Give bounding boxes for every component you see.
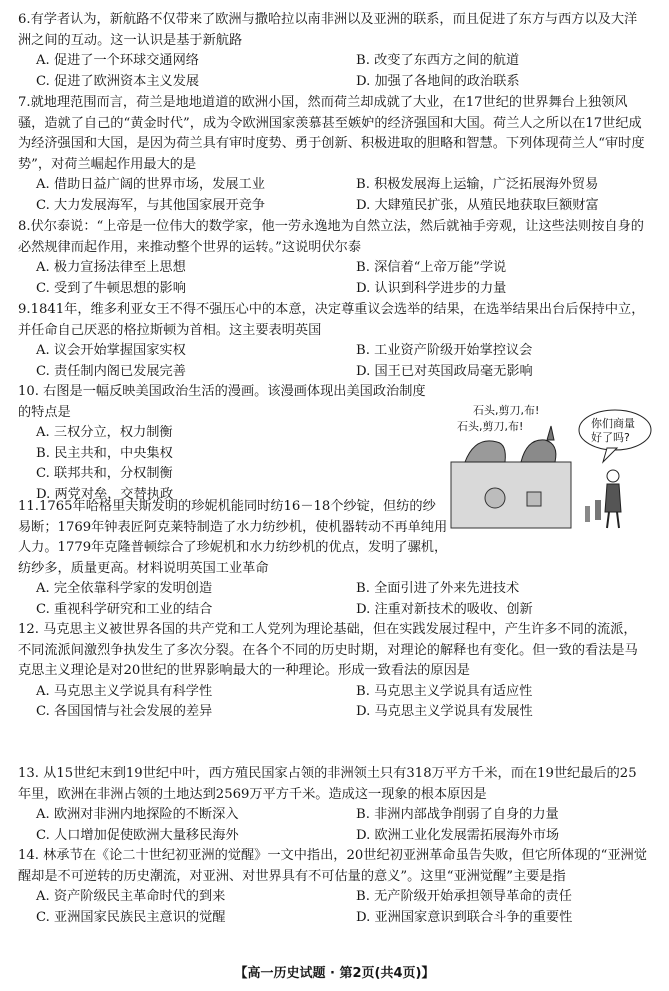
- option-c: C. 受到了牛顿思想的影响: [36, 280, 186, 296]
- option-d: D. 国王已对英国政局毫无影响: [356, 363, 533, 379]
- option-c: C. 责任制内阁已发展完善: [36, 363, 186, 379]
- option-a: A. 借助日益广阔的世界市场，发展工业: [36, 177, 265, 193]
- question-14: [18, 846, 648, 928]
- option-d: D. 亚洲国家意识到联合斗争的重要性: [356, 909, 573, 925]
- option-b: B. 民主共和，中央集权: [36, 445, 173, 461]
- question-stem: 6.有学者认为，新航路不仅带来了欧洲与撒哈拉以南非洲以及亚洲的联系，而且促进了东方与西方以及大洋洲之间的互动。这一认识是基于新航路: [18, 12, 638, 48]
- options: [18, 682, 648, 723]
- question-stem: 14. 林承节在《论二十世纪初亚洲的觉醒》一文中指出，20世纪初亚洲革命虽告失败，但它所体现的“亚洲觉醒却是不可逆转的历史潮流，对亚洲、对世界具有不可估量的意义”。这里“亚洲觉醒”主要是指: [18, 848, 647, 884]
- option-b: B. 非洲内部战争削弱了自身的力量: [356, 807, 559, 823]
- option-c: C. 促进了欧洲资本主义发展: [36, 73, 200, 89]
- question-stem: 10. 右图是一幅反映美国政治生活的漫画。该漫画体现出美国政治制度的特点是: [18, 384, 426, 420]
- option-a: A. 资产阶级民主革命时代的到来: [36, 889, 226, 905]
- option-b: B. 全面引进了外来先进技术: [356, 581, 520, 597]
- question-8: [18, 217, 648, 299]
- question-7: [18, 93, 648, 217]
- options: [18, 175, 648, 216]
- options: [18, 579, 648, 620]
- option-c: C. 重视科学研究和工业的结合: [36, 601, 213, 617]
- option-c: C. 各国国情与社会发展的差异: [36, 704, 213, 720]
- option-b: B. 无产阶级开始承担领导革命的责任: [356, 889, 572, 905]
- option-a: A. 促进了一个环球交通网络: [36, 53, 199, 69]
- option-c: C. 大力发展海军，与其他国家展开竞争: [36, 197, 266, 213]
- option-a: A. 马克思主义学说具有科学性: [36, 683, 213, 699]
- question-12: [18, 620, 648, 723]
- option-a: A. 三权分立，权力制衡: [36, 425, 173, 441]
- man-head: [607, 470, 619, 482]
- option-b: B. 工业资产阶级开始掌控议会: [356, 343, 533, 359]
- option-b: B. 马克思主义学说具有适应性: [356, 683, 533, 699]
- page-footer: 【高一历史试题 · 第2页(共4页)】: [234, 966, 435, 981]
- question-9: [18, 300, 648, 382]
- donkey-ear: [547, 426, 554, 440]
- question-10: [18, 382, 438, 506]
- option-c: C. 人口增加促使欧洲大量移民海外: [36, 827, 239, 843]
- question-6: [18, 10, 648, 92]
- question-stem: 13. 从15世纪末到19世纪中叶，西方殖民国家占领的非洲领土只有318万平方千米，而在19世纪最后的25年里，欧洲在非洲占领的土地达到2569万平方千米。造成这一现象的根本原因是: [18, 766, 637, 802]
- question-stem: 7.就地理范围而言，荷兰是地地道道的欧洲小国，然而荷兰却成就了大业，在17世纪的世界舞台上独领风骚，造就了自己的“黄金时代”，成为令欧洲国家羡慕甚至嫉妒的经济强国和大国。荷兰人之所以在17世纪成为经济强国和大国，是因为荷兰具有审时度势、勇于创新、积极进取的胆略和智慧。下列体现荷兰人“审时度势”，对荷兰崛起作用最大的是: [18, 95, 645, 172]
- option-a: A. 议会开始掌握国家实权: [36, 343, 186, 359]
- speech-bubble-tail: [603, 448, 617, 462]
- question-13: [18, 764, 648, 846]
- options: [18, 887, 648, 928]
- question-11: [18, 497, 648, 621]
- speech-bubble-shape: [579, 410, 651, 450]
- option-d: D. 马克思主义学说具有发展性: [356, 704, 533, 720]
- option-d: D. 两党对垒，交替执政: [36, 486, 174, 502]
- option-a: A. 极力宣扬法律至上思想: [36, 260, 186, 276]
- option-d: D. 大肆殖民扩张，从殖民地获取巨额财富: [356, 197, 599, 213]
- options: [18, 341, 648, 382]
- option-d: D. 欧洲工业化发展需拓展海外市场: [356, 827, 560, 843]
- option-d: D. 注重对新技术的吸收、创新: [356, 601, 533, 617]
- options: [18, 51, 648, 92]
- donkey-figure: [521, 440, 556, 462]
- question-stem: 9.1841年，维多利亚女王不得不强压心中的本意，决定尊重议会选举的结果，在选举结果出台后保持中立，并任命自己厌恶的格拉斯顿为首相。这主要表明英国: [18, 302, 645, 338]
- options: [18, 423, 438, 505]
- question-stem: 12. 马克思主义被世界各国的共产党和工人党列为理论基础，但在实践发展过程中，产生许多不同的流派，不同流派间激烈争执发生了多次分裂。在各个不同的历史时期，对理论的解释也有变化。但一致的看法是马克思主义理论是对20世纪的世界影响最大的一种理论。形成一致看法的原因是: [18, 622, 638, 679]
- option-a: A. 完全依靠科学家的发明创造: [36, 581, 213, 597]
- question-stem: 11.1765年哈格里夫斯发明的珍妮机能同时纺16－18个纱锭，但纺的纱易断；1769年钟表匠阿克莱特制造了水力纺纱机，使机器转动不再单纯用人力。1779年克隆普顿综合了珍妮机和水力纺纱机的优点，发明了骡机，纺纱多，质量更高。材料说明英国工业革命: [18, 499, 448, 576]
- option-b: B. 深信着“上帝万能”学说: [356, 260, 507, 276]
- options: [18, 258, 648, 299]
- option-c: C. 亚洲国家民族民主意识的觉醒: [36, 909, 226, 925]
- cartoon-speech-3: 你们商量: [591, 417, 635, 430]
- cartoon-speech-4: 好了吗?: [591, 431, 630, 444]
- option-b: B. 积极发展海上运输，广泛拓展海外贸易: [356, 177, 599, 193]
- option-d: D. 认识到科学进步的力量: [356, 280, 507, 296]
- question-stem: 8.伏尔泰说：“上帝是一位伟大的数学家，他一劳永逸地为自然立法，然后就袖手旁观，让这些法则按自身的必然规律而起作用，来推动整个世界的运转。”这说明伏尔泰: [18, 219, 644, 255]
- elephant-figure: [465, 441, 505, 462]
- options: [18, 805, 648, 846]
- option-b: B. 改变了东西方之间的航道: [356, 53, 520, 69]
- cartoon-speech-2: 石头,剪刀,布!: [457, 420, 524, 433]
- option-d: D. 加强了各地间的政治联系: [356, 73, 520, 89]
- option-a: A. 欧洲对非洲内地探险的不断深入: [36, 807, 239, 823]
- cartoon-speech-1: 石头,剪刀,布!: [473, 404, 540, 417]
- option-c: C. 联邦共和，分权制衡: [36, 466, 173, 482]
